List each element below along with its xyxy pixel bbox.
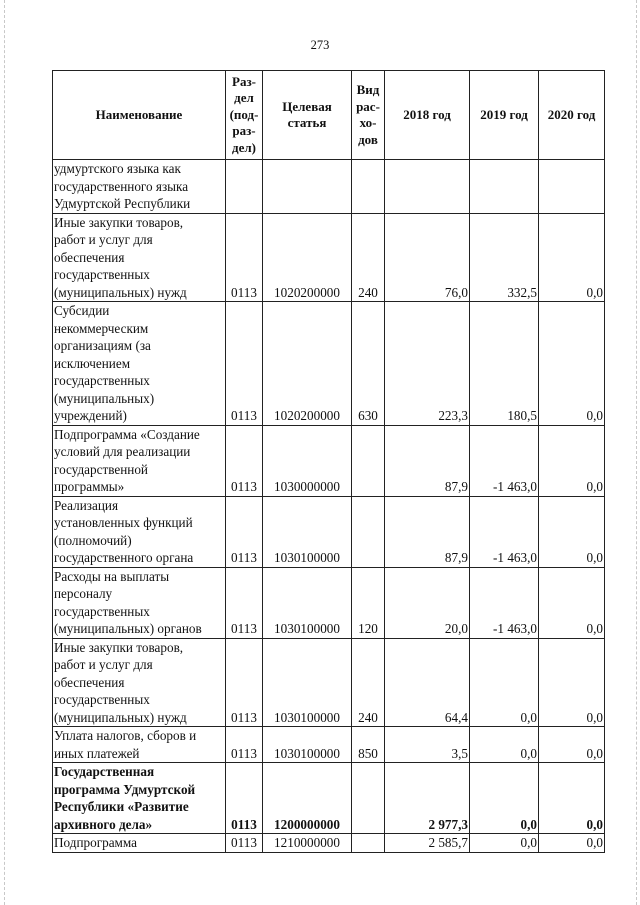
cell-y2019: 0,0 [470, 727, 539, 763]
cell-name: Подпрограмма [53, 834, 226, 853]
cell-y2020: 0,0 [539, 213, 605, 302]
cell-y2019: 332,5 [470, 213, 539, 302]
cell-target: 1030100000 [263, 638, 352, 727]
page-edge-right [636, 0, 637, 905]
cell-y2019: -1 463,0 [470, 567, 539, 638]
cell-y2020: 0,0 [539, 638, 605, 727]
cell-target: 1030100000 [263, 567, 352, 638]
table-row [53, 567, 605, 638]
table-row [53, 834, 605, 853]
page-number: 273 [310, 38, 330, 52]
header-name: Наименование [53, 71, 226, 160]
cell-expense [352, 160, 385, 214]
cell-expense: 850 [352, 727, 385, 763]
cell-y2019 [470, 160, 539, 214]
table-row [53, 638, 605, 727]
cell-expense [352, 763, 385, 834]
header-2018: 2018 год [385, 71, 470, 160]
cell-name: Подпрограмма «Создание условий для реализации государственной программы» [53, 425, 226, 496]
cell-y2020: 0,0 [539, 302, 605, 426]
table-row [53, 496, 605, 567]
cell-y2019: -1 463,0 [470, 496, 539, 567]
cell-target: 1020200000 [263, 302, 352, 426]
table-header-row [53, 71, 605, 160]
table-row [53, 763, 605, 834]
cell-expense: 630 [352, 302, 385, 426]
cell-y2018: 87,9 [385, 496, 470, 567]
cell-y2019: -1 463,0 [470, 425, 539, 496]
cell-expense: 120 [352, 567, 385, 638]
table-row [53, 160, 605, 214]
cell-section: 0113 [226, 302, 263, 426]
cell-name: Уплата налогов, сборов и иных платежей [53, 727, 226, 763]
cell-target: 1030100000 [263, 496, 352, 567]
cell-section: 0113 [226, 567, 263, 638]
table-row [53, 213, 605, 302]
cell-y2020: 0,0 [539, 834, 605, 853]
header-expense: Вид рас- хо- дов [352, 71, 385, 160]
cell-section: 0113 [226, 638, 263, 727]
cell-expense [352, 496, 385, 567]
cell-name: Иные закупки товаров, работ и услуг для обеспечения государственных (муниципальных) нужд [53, 638, 226, 727]
cell-section: 0113 [226, 496, 263, 567]
cell-y2018 [385, 160, 470, 214]
cell-section: 0113 [226, 425, 263, 496]
header-target: Целевая статья [263, 71, 352, 160]
cell-y2019: 180,5 [470, 302, 539, 426]
cell-section: 0113 [226, 727, 263, 763]
cell-name: Расходы на выплаты персоналу государственных (муниципальных) органов [53, 567, 226, 638]
cell-y2020 [539, 160, 605, 214]
cell-y2019: 0,0 [470, 834, 539, 853]
cell-y2020: 0,0 [539, 763, 605, 834]
cell-section [226, 160, 263, 214]
header-section: Раз- дел (под- раз- дел) [226, 71, 263, 160]
cell-target: 1030000000 [263, 425, 352, 496]
cell-y2018: 64,4 [385, 638, 470, 727]
cell-name: Субсидии некоммерческим организациям (за исключением государственных (муниципальных) учреждений) [53, 302, 226, 426]
table-row [53, 727, 605, 763]
cell-y2020: 0,0 [539, 496, 605, 567]
cell-y2020: 0,0 [539, 567, 605, 638]
cell-y2019: 0,0 [470, 638, 539, 727]
cell-y2018: 3,5 [385, 727, 470, 763]
budget-table [52, 70, 605, 853]
cell-y2018: 2 585,7 [385, 834, 470, 853]
cell-y2018: 76,0 [385, 213, 470, 302]
cell-target: 1200000000 [263, 763, 352, 834]
cell-section: 0113 [226, 834, 263, 853]
cell-target: 1030100000 [263, 727, 352, 763]
cell-expense: 240 [352, 213, 385, 302]
cell-y2018: 20,0 [385, 567, 470, 638]
table-row [53, 425, 605, 496]
cell-expense [352, 425, 385, 496]
cell-y2018: 87,9 [385, 425, 470, 496]
cell-target [263, 160, 352, 214]
cell-name: Государственная программа Удмуртской Республики «Развитие архивного дела» [53, 763, 226, 834]
table-row [53, 302, 605, 426]
cell-y2020: 0,0 [539, 425, 605, 496]
cell-target: 1210000000 [263, 834, 352, 853]
cell-y2019: 0,0 [470, 763, 539, 834]
cell-expense: 240 [352, 638, 385, 727]
cell-name: удмуртского языка как государственного языка Удмуртской Республики [53, 160, 226, 214]
cell-name: Иные закупки товаров, работ и услуг для обеспечения государственных (муниципальных) нужд [53, 213, 226, 302]
cell-y2018: 2 977,3 [385, 763, 470, 834]
page-edge-left [4, 0, 5, 905]
cell-y2020: 0,0 [539, 727, 605, 763]
cell-expense [352, 834, 385, 853]
cell-y2018: 223,3 [385, 302, 470, 426]
header-2019: 2019 год [470, 71, 539, 160]
cell-target: 1020200000 [263, 213, 352, 302]
cell-section: 0113 [226, 213, 263, 302]
header-2020: 2020 год [539, 71, 605, 160]
cell-section: 0113 [226, 763, 263, 834]
cell-name: Реализация установленных функций (полномочий) государственного органа [53, 496, 226, 567]
